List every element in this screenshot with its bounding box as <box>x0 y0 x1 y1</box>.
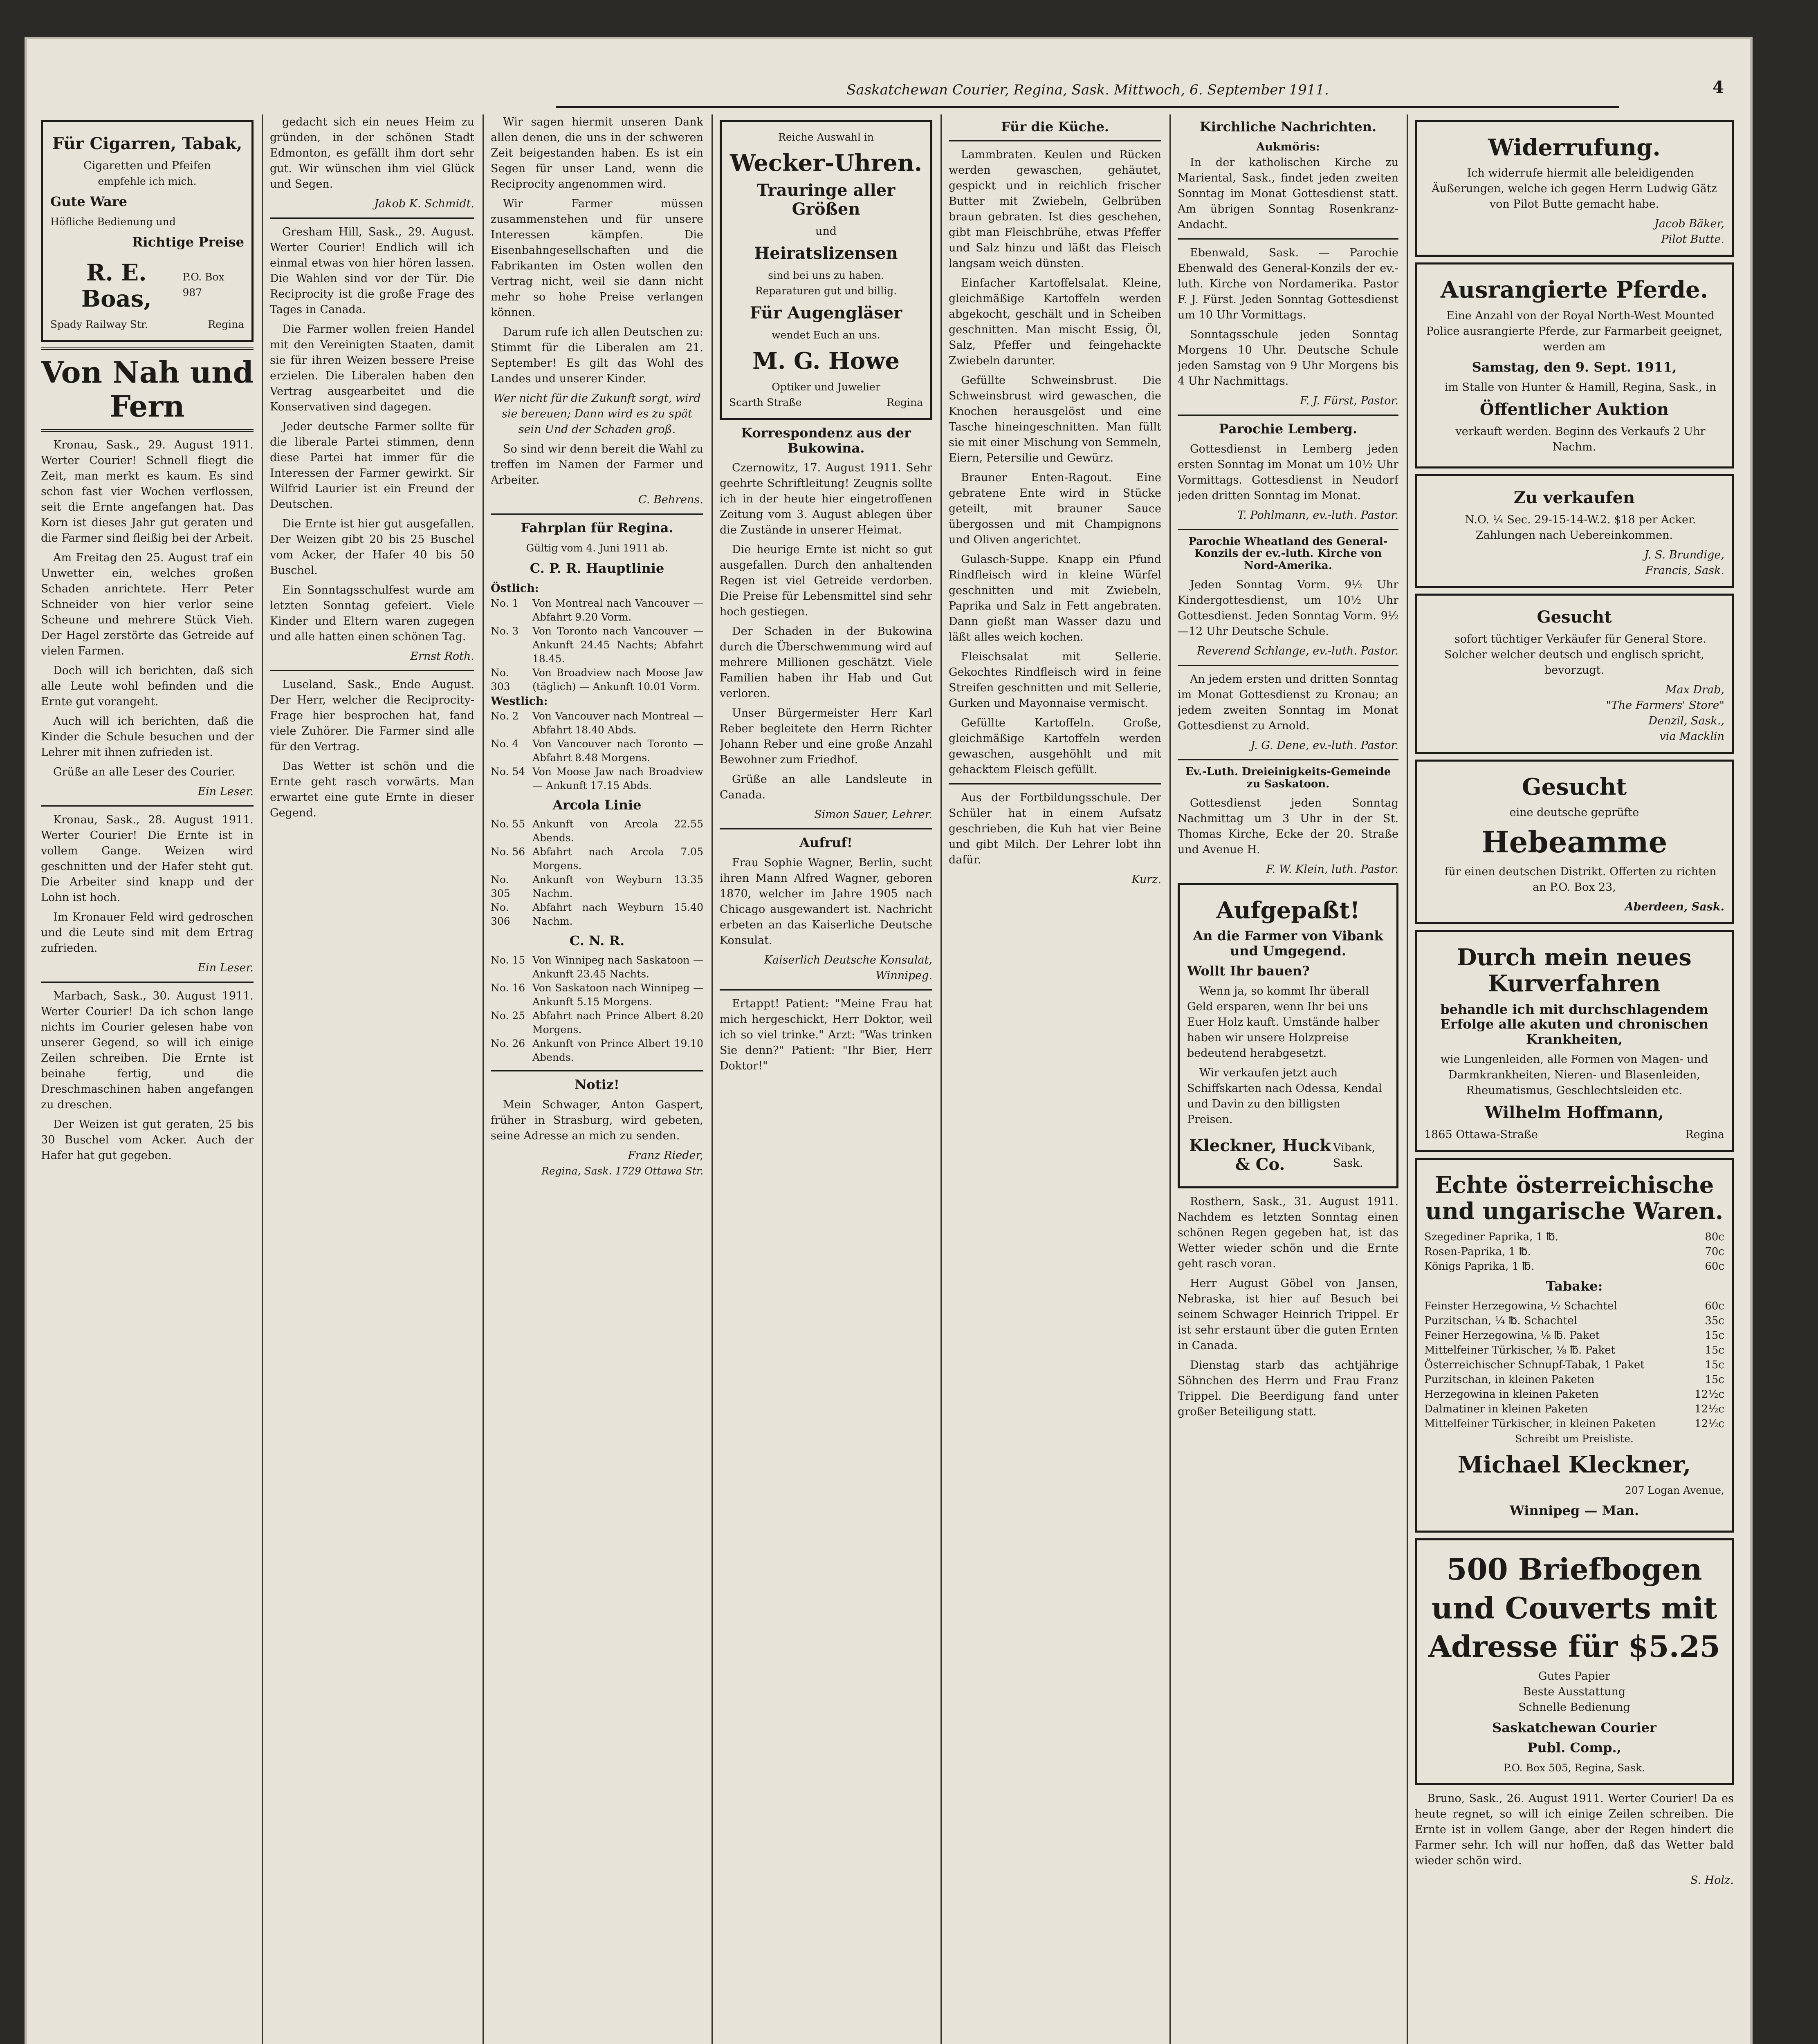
ad-signature: Jacob Bäker, <box>1654 217 1724 231</box>
poem-quote: Wer nicht für die Zukunft sorgt, wird sie bereuen; Dann wird es zu spät sein Und der Schaden groß. <box>493 392 701 436</box>
column-2 <box>270 114 474 2044</box>
train-info: Abfahrt nach Weyburn 15.40 Nachm. <box>532 901 703 928</box>
ad-city: Vibank, Sask. <box>1333 1141 1376 1170</box>
price-item: Österreichischer Schnupf-Tabak, 1 Paket <box>1424 1358 1645 1371</box>
train-number: No. 56 <box>491 846 525 858</box>
train-info: Von Broadview nach Moose Jaw (täglich) — Ankunft 10.01 Vorm. <box>532 666 703 693</box>
price-row <box>1424 1402 1724 1416</box>
ad-signature: Denzil, Sask., <box>1648 714 1724 727</box>
ad-date: Samstag, den 9. Sept. 1911, <box>1472 359 1677 375</box>
price-value: 80c <box>1705 1230 1724 1243</box>
timetable-row <box>491 845 703 873</box>
timetable-row <box>491 901 703 928</box>
ad-line: Für Augengläser <box>750 303 902 323</box>
newspaper-page <box>25 37 1753 2044</box>
price-row <box>1424 1358 1724 1372</box>
train-number: No. 3 <box>491 625 519 637</box>
ad-name: Saskatchewan Courier <box>1492 1720 1656 1736</box>
column-4 <box>720 114 932 2044</box>
article-paragraph: Am Freitag den 25. August traf ein Unwetter ein, welches großen Schaden anrichtete. Herr Peter Schneider von hier verlor seine Scheune und mehrere Stück Vieh. Der Hagel zerstörte das Getreide auf vielen Farmen. <box>41 551 254 657</box>
article-paragraph: Jeden Sonntag Vorm. 9½ Uhr Kindergottesdienst, um 10½ Uhr Gottesdienst. Jeden Sonntag Vorm. 9½—12 Uhr Deutsche Schule. <box>1178 578 1398 638</box>
article-paragraph: Gottesdienst jeden Sonntag Nachmittag um 3 Uhr in der St. Thomas Kirche, Ecke der 20. Straße und Avenue H. <box>1178 797 1398 856</box>
cigar-ad-line: Cigaretten und Pfeifen <box>83 159 211 172</box>
courier-stationery-ad <box>1415 1538 1734 1785</box>
price-row <box>1424 1244 1724 1259</box>
cigar-ad-name: R. E. Boas, <box>81 259 152 312</box>
ad-text: sofort tüchtiger Verkäufer für General Store. Solcher welcher deutsch und englisch spricht, bevorzugt. <box>1444 632 1706 677</box>
train-number: No. 2 <box>491 710 519 722</box>
ad-line: Trauringe aller Größen <box>756 181 896 219</box>
page-number: 4 <box>1713 78 1724 97</box>
timetable-row <box>491 953 703 981</box>
ad-text: wie Lungenleiden, alle Formen von Magen- und Darmkrankheiten, Nieren- und Blasenleiden, Rheumatismus, Geschlechtsleiden etc. <box>1440 1053 1708 1097</box>
ad-signature: via Macklin <box>1659 730 1724 743</box>
cigar-ad-line: Höfliche Bedienung und <box>50 215 176 228</box>
parish-title: Ev.-Luth. Dreieinigkeits-Gemeinde zu Saskatoon. <box>1185 766 1391 791</box>
train-number: No. 15 <box>491 954 525 966</box>
train-number: No. 54 <box>491 765 525 778</box>
ad-name: Kleckner, Huck & Co. <box>1189 1136 1331 1174</box>
timetable-row <box>491 765 703 793</box>
article-paragraph: Herr August Göbel von Jansen, Nebraska, ist hier auf Besuch bei seinem Schwager Heinrich Trippel. Er ist sehr erstaunt über die guten Ernten in Canada. <box>1178 1277 1398 1352</box>
price-item: Purzitschan, in kleinen Paketen <box>1424 1373 1595 1386</box>
ad-text: Ich widerrufe hiermit alle beleidigenden Äußerungen, welche ich gegen Herrn Ludwig Gätz von Pilot Butte gemacht habe. <box>1432 167 1717 211</box>
for-sale-ad <box>1415 474 1734 588</box>
ad-name: Michael Kleckner, <box>1457 1451 1691 1478</box>
article-paragraph: Die Farmer wollen freien Handel mit den Vereinigten Staaten, damit sie für ihren Weizen bessere Preise erzielen. Die Liberalen haben den Vertrag ausgearbeitet und die Konservativen sind dagegen. <box>270 323 474 413</box>
ad-city: Aberdeen, Sask. <box>1625 900 1724 913</box>
kleckner-huck-ad <box>1178 883 1398 1188</box>
article-paragraph: Bruno, Sask., 26. August 1911. Werter Courier! Da es heute regnet, so will ich einige Zeilen schreiben. Die Ernte ist in vollem Gange, aber der Regen hindert die Farmer sehr. Ich will nur hoffen, daß das Wetter bald wieder schön wird. <box>1415 1792 1734 1867</box>
ad-line: wendet Euch an uns. <box>772 329 880 341</box>
ad-subtitle: An die Farmer von Vibank und Umgegend. <box>1193 928 1383 959</box>
article-paragraph: Ertappt! Patient: "Meine Frau hat mich hergeschickt, Herr Doktor, weil ich so viel trinke." Arzt: "Was trinken Sie denn?" Patient: "Ihr Bier, Herr Doktor!" <box>720 997 932 1073</box>
signature: Ein Leser. <box>198 785 254 798</box>
price-value: 15c <box>1705 1373 1724 1386</box>
column-6 <box>1178 114 1398 2044</box>
notice-title: Notiz! <box>575 1077 619 1093</box>
train-info: Von Winnipeg nach Saskatoon — Ankunft 23.45 Nachts. <box>532 954 703 980</box>
signature: Kaiserlich Deutsche Konsulat, <box>764 954 932 967</box>
ad-line: und Couverts mit <box>1431 1590 1717 1625</box>
price-item: Rosen-Paprika, 1 ℔. <box>1424 1245 1531 1258</box>
article-paragraph: Doch will ich berichten, daß sich alle Leute wohl befinden und die Ernte gut vorangeht. <box>41 664 254 708</box>
price-row <box>1424 1299 1724 1313</box>
church-subtitle: Aukmöris: <box>1256 140 1320 153</box>
wanted-clerk-ad <box>1415 594 1734 754</box>
howe-jeweler-ad <box>720 120 932 420</box>
ad-text: Wenn ja, so kommt Ihr überall Geld ersparen, wenn Ihr bei uns Euer Holz kauft. Umstände halber haben wir unsere Holzpreise bedeutend herabgesetzt. <box>1187 984 1380 1060</box>
article-paragraph: Rosthern, Sask., 31. August 1911. Nachdem es letzten Sonntag einen schönen Regen gegeben hat, ist das Wetter wieder schön und die Ernte geht rasch voran. <box>1178 1195 1398 1270</box>
ad-subtitle: eine deutsche geprüfte <box>1509 806 1639 819</box>
article-paragraph: Czernowitz, 17. August 1911. Sehr geehrte Schriftleitung! Zeugnis sollte ich in der heute hier eingetroffenen Zeitung vom 3. August ablegen über die Zustände in unserer Heimat. <box>720 462 932 537</box>
article-paragraph: Marbach, Sask., 30. August 1911. Werter Courier! Da ich schon lange nichts im Courier gelesen habe von unserer Gegend, so will ich einige Zeilen schreiben. Die Ernte ist beinahe fertig, und die Dreschmaschinen haben angefangen zu dreschen. <box>41 989 254 1111</box>
rail-line-title: C. N. R. <box>569 933 625 949</box>
price-list <box>1424 1230 1724 1274</box>
train-info: Von Montreal nach Vancouver — Abfahrt 9.20 Vorm. <box>532 597 703 623</box>
train-info: Ankunft von Prince Albert 19.10 Abends. <box>532 1038 703 1064</box>
article-paragraph: Aus der Fortbildungsschule. Der Schüler hat in einem Aufsatz geschrieben, die Kuh hat vier Beine und gibt Milch. Der Lehrer lobt ihn dafür. <box>949 791 1161 866</box>
ad-text: verkauft werden. Beginn des Verkaufs 2 Uhr Nachm. <box>1455 425 1706 453</box>
article-paragraph: Darum rufe ich allen Deutschen zu: Stimmt für die Liberalen am 21. September! Es gilt das Wohl des Landes und unserer Kinder. <box>491 326 703 385</box>
direction-label: Östlich: <box>491 582 539 595</box>
train-info: Von Moose Jaw nach Broadview — Ankunft 17.15 Abds. <box>532 765 703 791</box>
train-info: Abfahrt nach Prince Albert 8.20 Morgens. <box>532 1010 703 1036</box>
article-paragraph: Jeder deutsche Farmer sollte für die liberale Partei stimmen, denn diese Partei hat immer für die Interessen der Farmer gewirkt. Sir Wilfrid Laurier ist ein Freund der Deutschen. <box>270 420 474 511</box>
church-title: Kirchliche Nachrichten. <box>1199 119 1377 134</box>
train-number: No. 26 <box>491 1038 525 1050</box>
signature: Winnipeg. <box>875 969 932 982</box>
ad-title: Gesucht <box>1522 773 1627 800</box>
signature: Reverend Schlange, ev.-luth. Pastor. <box>1197 645 1398 658</box>
widerrufung-ad <box>1415 120 1734 257</box>
ad-footer: Schreibt um Preisliste. <box>1515 1432 1634 1445</box>
price-value: 15c <box>1705 1344 1724 1356</box>
ad-line: Heiratslizensen <box>754 244 898 263</box>
train-info: Von Toronto nach Vancouver — Ankunft 24.45 Nachts; Abfahrt 18.45. <box>532 625 703 665</box>
article-paragraph: In der katholischen Kirche zu Mariental, Sask., findet jeden zweiten Sonntag im Monat Gottesdienst statt. Am übrigen Sonntag Rosenkranz-Andacht. <box>1178 156 1398 231</box>
ad-text: Eine Anzahl von der Royal North-West Mounted Police ausrangierte Pferde, zur Farmarbeit geeignet, werden am <box>1426 309 1723 353</box>
ad-address: 1865 Ottawa-Straße <box>1424 1128 1538 1141</box>
price-item: Szegediner Paprika, 1 ℔. <box>1424 1230 1559 1243</box>
signature: Simon Sauer, Lehrer. <box>814 808 932 821</box>
timetable-row <box>491 1009 703 1037</box>
ad-title: Widerrufung. <box>1488 134 1661 161</box>
timetable-row <box>491 981 703 1009</box>
article-paragraph: Grüße an alle Landsleute in Canada. <box>720 773 932 802</box>
price-value: 60c <box>1705 1300 1724 1312</box>
signature: Kurz. <box>1131 873 1161 886</box>
price-item: Feiner Herzegowina, ⅛ ℔. Paket <box>1424 1329 1600 1342</box>
column-3 <box>491 114 703 2044</box>
train-info: Ankunft von Arcola 22.55 Abends. <box>532 818 703 844</box>
cigar-ad <box>41 120 254 342</box>
train-number: No. 305 <box>491 874 510 900</box>
article-paragraph: gedacht sich ein neues Heim zu gründen, in der schönen Stadt Edmonton, es gefällt ihm dort sehr gut. Wir wünschen ihm viel Glück und Segen. <box>270 116 474 191</box>
timetable-west <box>491 709 703 793</box>
masthead: Saskatchewan Courier, Regina, Sask. Mittwoch, 6. September 1911. <box>556 82 1619 108</box>
horses-ad <box>1415 262 1734 468</box>
ad-street: Scarth Straße <box>729 396 802 408</box>
recipe-paragraph: Einfacher Kartoffelsalat. Kleine, gleichmäßige Kartoffeln werden abgekocht, geschält und in Scheiben geschnitten. Man mischt Essig, Öl, Salz, Pfeffer und feingehackte Zwiebeln darunter. <box>949 276 1161 367</box>
parish-title: Parochie Wheatland des General-Konzils der ev.-luth. Kirche von Nord-Amerika. <box>1188 535 1388 572</box>
train-number: No. 55 <box>491 818 525 830</box>
timetable-row <box>491 624 703 666</box>
ad-name: M. G. Howe <box>752 347 900 375</box>
price-row <box>1424 1230 1724 1244</box>
kleckner-goods-ad <box>1415 1158 1734 1533</box>
ad-address: 207 Logan Avenue, <box>1625 1484 1724 1496</box>
cigar-ad-line: empfehle ich mich. <box>98 175 197 187</box>
article-paragraph: Sonntagsschule jeden Sonntag Morgens 10 Uhr. Deutsche Schule jeden Samstag von 9 Uhr Morgens bis 4 Uhr Nachmittags. <box>1178 328 1398 388</box>
recipe-paragraph: Fleischsalat mit Sellerie. Gekochtes Rindfleisch wird in feine Streifen geschnitten und mit Sellerie, Gurken und Mayonnaise vermischt. <box>949 650 1161 710</box>
ad-city: Regina <box>1685 1128 1724 1141</box>
price-row <box>1424 1313 1724 1328</box>
article-paragraph: Unser Bürgermeister Herr Karl Reber begleitete den Herrn Richter Johann Reber und eine große Anzahl Bewohner zum Friedhof. <box>720 707 932 766</box>
ad-auction: Öffentlicher Auktion <box>1479 399 1669 419</box>
timetable-date: Gültig vom 4. Juni 1911 ab. <box>526 542 668 554</box>
recipe-paragraph: Brauner Enten-Ragout. Eine gebratene Ente wird in Stücke geteilt, mit brauner Sauce übergossen und mit Champignons und Oliven angerichtet. <box>949 471 1161 546</box>
ad-name: Wilhelm Hoffmann, <box>1484 1103 1664 1122</box>
signature: F. J. Fürst, Pastor. <box>1300 394 1398 407</box>
train-info: Von Saskatoon nach Winnipeg — Ankunft 5.15 Morgens. <box>532 982 703 1008</box>
ad-big: Hebeamme <box>1481 824 1668 859</box>
train-number: No. 306 <box>491 901 510 928</box>
price-row <box>1424 1372 1724 1387</box>
signature: Ernst Roth. <box>410 650 474 663</box>
signature: Jakob K. Schmidt. <box>374 197 474 210</box>
article-paragraph: So sind wir denn bereit die Wahl zu treffen im Namen der Farmer und Arbeiter. <box>491 443 703 486</box>
signature: J. G. Dene, ev.-luth. Pastor. <box>1250 739 1398 752</box>
kitchen-title: Für die Küche. <box>1001 119 1109 134</box>
article-paragraph: Im Kronauer Feld wird gedroschen und die Leute sind mit dem Ertrag zufrieden. <box>41 910 254 955</box>
price-item: Dalmatiner in kleinen Paketen <box>1424 1403 1588 1415</box>
train-info: Von Vancouver nach Montreal — Abfahrt 18.40 Abds. <box>532 710 703 736</box>
timetable-row <box>491 873 703 901</box>
price-value: 12½c <box>1695 1417 1724 1430</box>
cigar-ad-city: Regina <box>208 318 244 331</box>
train-info: Von Vancouver nach Toronto — Abfahrt 8.48 Morgens. <box>532 737 703 764</box>
tabak-title: Tabake: <box>1546 1278 1603 1294</box>
ad-signature: Francis, Sask. <box>1645 564 1724 577</box>
article-paragraph: Kronau, Sask., 29. August 1911. Werter Courier! Schnell fliegt die Zeit, man merkt es kaum. Es sind schon fast vier Wochen verflossen, seit die Ernte angefangen hat. Das Korn ist dieses Jahr gut geraten und die Farmer sind fleißig bei der Arbeit. <box>41 438 254 545</box>
ad-line: Optiker und Juwelier <box>772 381 880 393</box>
ad-text: für einen deutschen Distrikt. Offerten zu richten an P.O. Box 23, <box>1444 865 1717 894</box>
price-row <box>1424 1387 1724 1402</box>
article-paragraph: Ebenwald, Sask. — Parochie Ebenwald des General-Konzils der ev.-luth. Kirche von Nordamerika. Pastor F. J. Fürst. Jeden Sonntag Gottesdienst um 10 Uhr Vormittags. <box>1178 246 1398 321</box>
price-item: Mittelfeiner Türkischer, ⅛ ℔. Paket <box>1424 1344 1616 1356</box>
timetable-row <box>491 817 703 845</box>
article-paragraph: Das Wetter ist schön und die Ernte geht rasch vorwärts. Man erwartet eine gute Ernte in dieser Gegend. <box>270 760 474 819</box>
ad-signature: Max Drab, <box>1665 683 1724 696</box>
price-row <box>1424 1343 1724 1358</box>
ad-title: Durch mein neues Kurverfahren <box>1457 944 1692 997</box>
ad-line: Gutes Papier <box>1538 1670 1611 1683</box>
ad-title: Gesucht <box>1537 607 1612 627</box>
signature: T. Pohlmann, ev.-luth. Pastor. <box>1237 509 1398 522</box>
train-number: No. 4 <box>491 737 519 750</box>
train-number: No. 16 <box>491 982 525 994</box>
ad-title: Ausrangierte Pferde. <box>1440 276 1708 304</box>
rail-line-title: C. P. R. Hauptlinie <box>530 560 664 576</box>
ad-line: Reparaturen gut und billig. <box>755 285 897 297</box>
ad-name: Publ. Comp., <box>1527 1739 1621 1755</box>
recipe-paragraph: Lammbraten. Keulen und Rücken werden gewaschen, gehäutet, gespickt und in reichlich frischer Butter mit Zwiebeln, Gelbrüben braun gebraten. Ist dies geschehen, gibt man Fleischbrühe, etwas Pfeffer und Salz hinzu und läßt das Fleisch langsam weich dünsten. <box>949 148 1161 270</box>
article-paragraph: Die heurige Ernte ist nicht so gut ausgefallen. Durch den anhaltenden Regen ist viel Getreide verdorben. Die Preise für Lebensmittel sind sehr hoch gestiegen. <box>720 543 932 619</box>
cigar-ad-line: Richtige Preise <box>132 234 244 250</box>
price-value: 35c <box>1705 1314 1724 1327</box>
article-title: Korrespondenz aus der Bukowina. <box>741 425 911 456</box>
cigar-ad-address: Spady Railway Str. <box>50 318 148 331</box>
train-info: Ankunft von Weyburn 13.35 Nachm. <box>532 874 703 900</box>
column-1 <box>41 114 254 2044</box>
timetable-row <box>491 1037 703 1065</box>
ad-line: Reiche Auswahl in <box>778 131 874 143</box>
signature: C. Behrens. <box>638 493 703 506</box>
price-row <box>1424 1416 1724 1431</box>
cigar-ad-box: P.O. Box 987 <box>182 271 224 298</box>
midwife-ad <box>1415 760 1734 924</box>
ad-line: Beste Ausstattung <box>1523 1685 1626 1699</box>
tabak-list <box>1424 1299 1724 1431</box>
timetable-arcola <box>491 817 703 928</box>
ad-address: P.O. Box 505, Regina, Sask. <box>1503 1762 1645 1774</box>
article-paragraph: Der Weizen ist gut geraten, 25 bis 30 Buschel vom Acker. Auch der Hafer hat gut gegeben. <box>41 1118 254 1162</box>
article-paragraph: Wir sagen hiermit unseren Dank allen denen, die uns in der schweren Zeit beigestanden haben. Es ist ein Segen für unser Land, wenn die Reciprocity angenommen wird. <box>491 116 703 191</box>
price-value: 15c <box>1705 1358 1724 1371</box>
column-7 <box>1415 114 1734 2044</box>
ad-title: Aufgepaßt! <box>1216 897 1360 924</box>
ad-line: Adresse für $5.25 <box>1428 1629 1720 1664</box>
signature: F. W. Klein, luth. Pastor. <box>1266 863 1398 876</box>
timetable-title: Fahrplan für Regina. <box>521 520 673 536</box>
article-paragraph: Ein Sonntagsschulfest wurde am letzten Sonntag gefeiert. Viele Kinder und Eltern waren zugegen und alle hatten einen schönen Tag. <box>270 584 474 643</box>
section-title-news: Von Nah und Fern <box>41 355 254 424</box>
parish-title: Parochie Lemberg. <box>1219 421 1358 437</box>
article-paragraph: Wir Farmer müssen zusammenstehen und für unsere Interessen kämpfen. Die Eisenbahngesellschaften und die Fabrikanten im Osten wollen den Vertrag nicht, weil sie dann nicht mehr so hohe Preise verlangen können. <box>491 197 703 319</box>
timetable-east <box>491 596 703 694</box>
timetable-row <box>491 709 703 737</box>
ad-title: Wecker-Uhren. <box>729 150 922 177</box>
ad-line: Schnelle Bedienung <box>1518 1701 1630 1714</box>
timetable-row <box>491 666 703 694</box>
price-value: 12½c <box>1695 1388 1724 1401</box>
ad-title: Echte österreichische und ungarische Waren. <box>1425 1171 1724 1225</box>
price-value: 70c <box>1705 1245 1724 1258</box>
price-value: 12½c <box>1695 1403 1724 1415</box>
ad-title: Zu verkaufen <box>1513 488 1635 507</box>
signature: Franz Rieder, <box>628 1149 703 1162</box>
ad-text: Wir verkaufen jetzt auch Schiffskarten nach Odessa, Kendal und Davin zu den billigsten Preisen. <box>1187 1066 1382 1126</box>
ad-text: N.O. ¼ Sec. 29-15-14-W.2. $18 per Acker. Zahlungen nach Uebereinkommen. <box>1465 513 1696 542</box>
ad-line: und <box>815 225 837 238</box>
train-info: Abfahrt nach Arcola 7.05 Morgens. <box>532 846 703 872</box>
article-paragraph: Kronau, Sask., 28. August 1911. Werter Courier! Die Ernte ist in vollem Gange. Weizen wird geschnitten und der Hafer steht gut. Die Arbeiter sind knapp und der Lohn ist hoch. <box>41 813 254 904</box>
article-paragraph: Auch will ich berichten, daß die Kinder die Schule besuchen und der Lehrer mit ihnen zufrieden ist. <box>41 715 254 759</box>
price-row <box>1424 1259 1724 1274</box>
train-number: No. 303 <box>491 666 510 693</box>
ad-text: behandle ich mit durchschlagendem Erfolge alle akuten und chronischen Krankheiten, <box>1440 1001 1708 1047</box>
ad-signature: Pilot Butte. <box>1661 233 1724 246</box>
timetable-cnr <box>491 953 703 1065</box>
cigar-ad-line: Gute Ware <box>50 194 127 209</box>
price-value: 60c <box>1705 1260 1724 1273</box>
train-number: No. 1 <box>491 597 519 609</box>
price-value: 15c <box>1705 1329 1724 1342</box>
article-paragraph: Luseland, Sask., Ende August. Der Herr, welcher die Reciprocity-Frage hier besprochen hat, fand viele Zuhörer. Die Farmer sind alle für den Vertrag. <box>270 678 474 753</box>
article-paragraph: Grüße an alle Leser des Courier. <box>53 765 236 778</box>
price-item: Feinster Herzegowina, ½ Schachtel <box>1424 1300 1617 1312</box>
price-item: Königs Paprika, 1 ℔. <box>1424 1260 1535 1273</box>
price-item: Herzegowina in kleinen Paketen <box>1424 1388 1599 1401</box>
article-paragraph: Mein Schwager, Anton Gaspert, früher in Strasburg, wird gebeten, seine Adresse an mich zu senden. <box>491 1098 703 1142</box>
article-paragraph: An jedem ersten und dritten Sonntag im Monat Gottesdienst zu Kronau; an jedem zweiten Sonntag im Monat Gottesdienst zu Arnold. <box>1178 673 1398 733</box>
cigar-ad-title: Für Cigarren, Tabak, <box>52 134 242 153</box>
signature: S. Holz. <box>1690 1874 1734 1887</box>
ad-question: Wollt Ihr bauen? <box>1187 963 1310 979</box>
article-paragraph: Gottesdienst in Lemberg jeden ersten Sonntag im Monat um 10½ Uhr Vormittags. Gottesdienst in Neudorf jeden dritten Sonntag im Monat. <box>1178 442 1398 502</box>
ad-city: Winnipeg — Man. <box>1509 1502 1639 1518</box>
ad-signature: J. S. Brundige, <box>1644 548 1724 561</box>
recipe-paragraph: Gulasch-Suppe. Knapp ein Pfund Rindfleisch wird in kleine Würfel geschnitten und mit Zwiebeln, Paprika und Salz in Fett angebraten. Dann gießt man Wasser dazu und läßt alles weich kochen. <box>949 553 1161 643</box>
ad-line: 500 Briefbogen <box>1446 1551 1702 1587</box>
ad-signature: "The Farmers' Store" <box>1606 699 1724 712</box>
article-paragraph: Die Ernte ist hier gut ausgefallen. Der Weizen gibt 20 bis 25 Buschel vom Acker, der Hafer 40 bis 50 Buschel. <box>270 518 474 577</box>
price-item: Purzitschan, ¼ ℔. Schachtel <box>1424 1314 1577 1327</box>
recipe-paragraph: Gefüllte Kartoffeln. Große, gleichmäßige Kartoffeln werden gewaschen, ausgehöhlt und mit gehacktem Fleisch gefüllt. <box>949 716 1161 776</box>
ad-city: Regina <box>887 396 923 408</box>
hoffmann-cure-ad <box>1415 930 1734 1152</box>
column-5 <box>949 114 1161 2044</box>
timetable-row <box>491 596 703 624</box>
signature: Ein Leser. <box>198 961 254 974</box>
recipe-paragraph: Gefüllte Schweinsbrust. Die Schweinsbrust wird gewaschen, die Knochen herausgelöst und eine Tasche hineingeschnitten. Man füllt sie mit einer Mischung von Semmeln, Eiern, Petersilie und Gewürz. <box>949 374 1161 464</box>
price-item: Mittelfeiner Türkischer, in kleinen Paketen <box>1424 1417 1656 1430</box>
rail-line-title: Arcola Linie <box>552 797 642 813</box>
article-paragraph: Gresham Hill, Sask., 29. August. Werter Courier! Endlich will ich einmal etwas von hier hören lassen. Die Wahlen sind vor der Tür. Die Reciprocity ist die große Frage des Tages in Canada. <box>270 226 474 316</box>
article-paragraph: Der Schaden in der Bukowina durch die Überschwemmung wird auf mehrere Millionen geschätzt. Viele Familien haben ihr Hab und Gut verloren. <box>720 625 932 700</box>
article-paragraph: Dienstag starb das achtjährige Söhnchen des Herrn und Frau Franz Trippel. Die Beerdigung fand unter großer Beteiligung statt. <box>1178 1358 1398 1418</box>
aufruf-title: Aufruf! <box>799 835 853 851</box>
ad-text: im Stalle von Hunter & Hamill, Regina, Sask., in <box>1444 381 1717 394</box>
ad-line: sind bei uns zu haben. <box>768 269 884 282</box>
price-row <box>1424 1328 1724 1343</box>
article-paragraph: Frau Sophie Wagner, Berlin, sucht ihren Mann Alfred Wagner, geboren 1870, welcher im Jahre 1905 nach Chicago ausgewandert ist. Nachricht erbeten an das Kaiserliche Deutsche Konsulat. <box>720 856 932 947</box>
direction-label: Westlich: <box>491 695 548 708</box>
signature-address: Regina, Sask. 1729 Ottawa Str. <box>541 1165 703 1177</box>
train-number: No. 25 <box>491 1010 525 1022</box>
timetable-row <box>491 737 703 765</box>
